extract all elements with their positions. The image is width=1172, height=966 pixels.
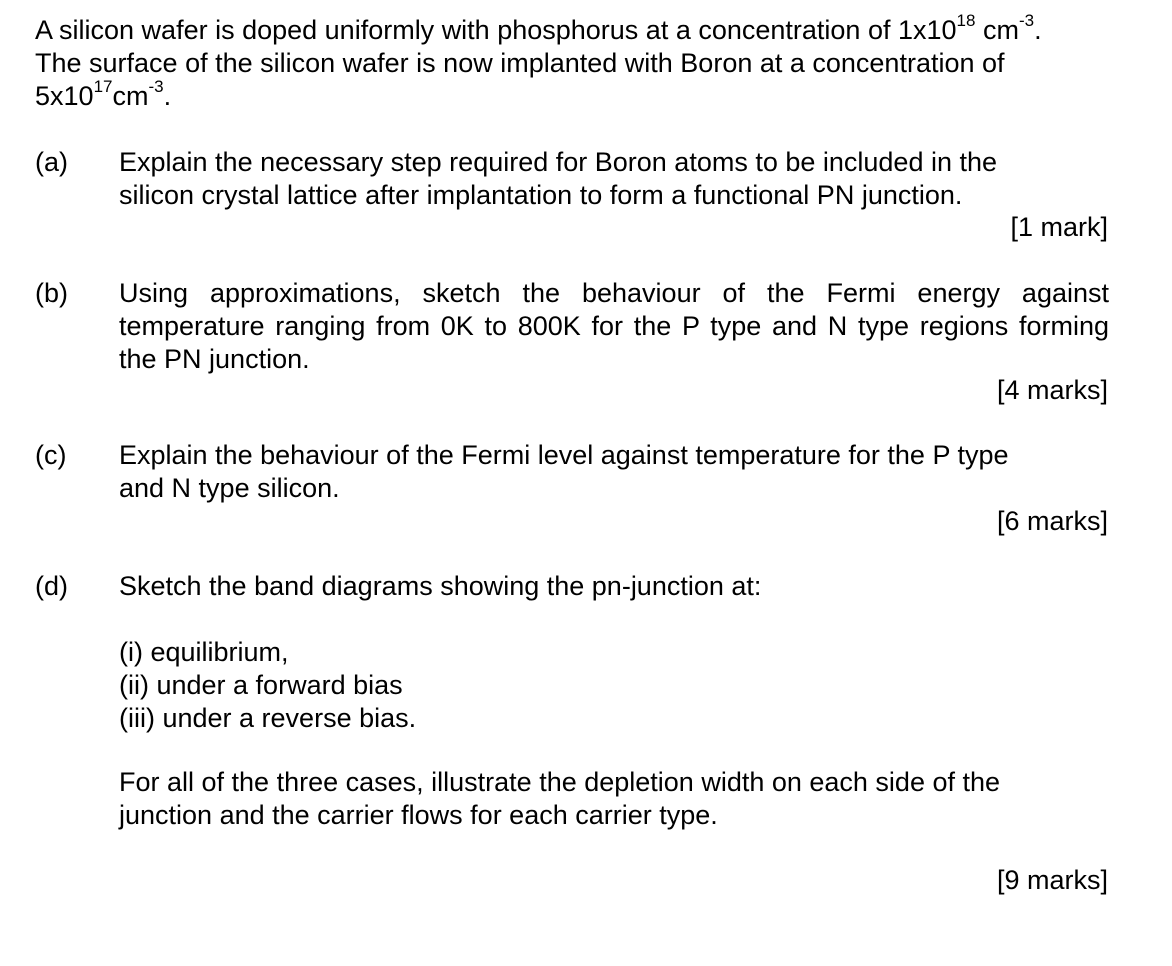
part-b-line-2: temperature ranging from 0K to 800K for the P type and N type regions forming [119,311,1109,341]
part-c-body [119,439,1109,505]
part-d-item-ii: (ii) under a forward bias [119,670,403,700]
question-intro [35,11,1125,113]
intro-exponent-1: 18 [956,11,976,30]
intro-period-2: . [163,81,172,111]
intro-exponent-2: -3 [1018,11,1035,30]
part-b-body [119,277,1109,376]
part-d-items [119,636,1109,735]
part-a-body [119,146,1109,212]
part-a-line-1: Explain the necessary step required for Boron atoms to be included in the [119,147,998,177]
intro-line-2: The surface of the silicon wafer is now implanted with Boron at a concentration of [35,48,1005,78]
part-c-line-2: and N type silicon. [119,473,340,503]
part-a-line-2: silicon crystal lattice after implantation to form a functional PN junction. [119,180,963,210]
intro-exponent-4: -3 [148,77,164,96]
intro-line-1 [35,11,1125,47]
part-d-line-1: Sketch the band diagrams showing the pn-junction at: [119,571,762,601]
intro-unit-2: cm [112,81,149,111]
part-d-item-iii: (iii) under a reverse bias. [119,703,417,733]
part-b-line-3: the PN junction. [119,344,310,374]
part-d-note-line-1: For all of the three cases, illustrate the depletion width on each side of the [119,767,1001,797]
intro-line-3 [35,77,1125,113]
part-b-label: (b) [35,278,68,308]
part-a-label: (a) [35,147,68,177]
part-c-marks: [6 marks] [996,506,1108,536]
part-b-marks: [4 marks] [996,375,1108,405]
part-a-marks: [1 mark] [1010,212,1108,242]
part-d-note [119,766,1109,832]
part-c-label: (c) [35,440,67,470]
part-d-note-line-2: junction and the carrier flows for each carrier type. [119,800,718,830]
part-d-marks: [9 marks] [996,865,1108,895]
part-d-item-i: (i) equilibrium, [119,637,289,667]
part-d-body [119,570,1109,603]
intro-period-1: . [1034,15,1042,45]
intro-line-3-text: 5x10 [35,81,94,111]
part-c-line-1: Explain the behaviour of the Fermi level against temperature for the P type [119,440,1009,470]
intro-unit-1: cm [975,15,1019,45]
intro-exponent-3: 17 [93,77,113,96]
part-b-line-1: Using approximations, sketch the behaviour of the Fermi energy against [119,278,1109,308]
part-d-label: (d) [35,571,68,601]
intro-line-1-text: A silicon wafer is doped uniformly with phosphorus at a concentration of 1x10 [35,15,957,45]
